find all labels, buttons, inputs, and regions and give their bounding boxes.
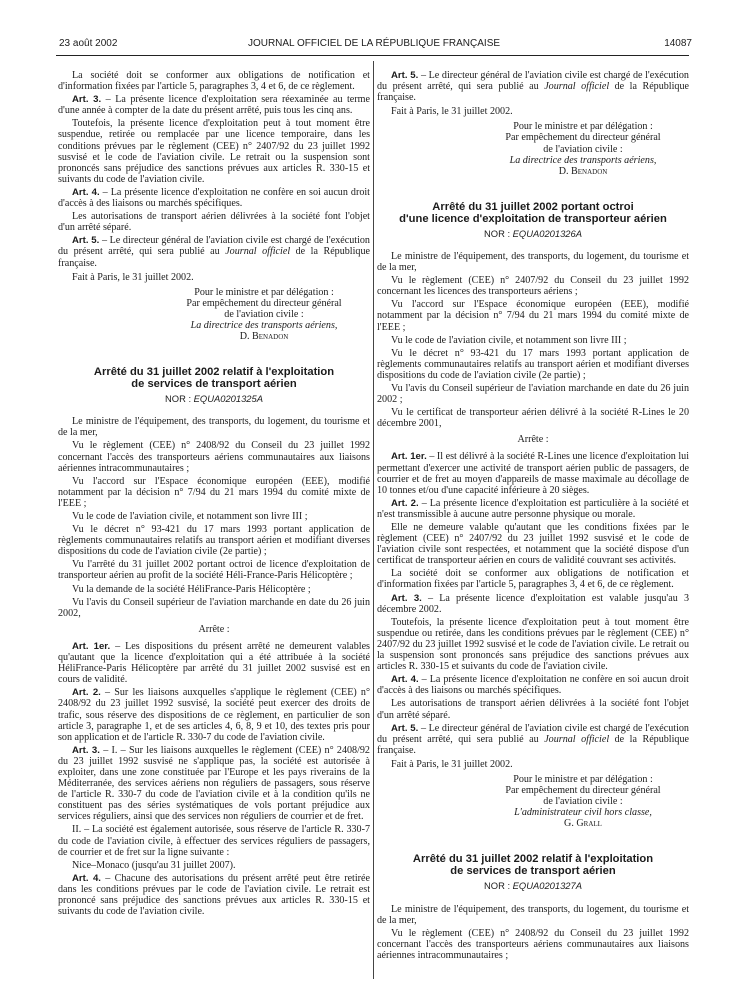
signature-line: de l'aviation civile : [543,796,623,808]
article-text: – Le directeur général de l'aviation civile est chargé de l'exécution du présent arrêté, qui sera publié au [58,235,370,258]
paragraph: Les autorisations de transport aérien délivrées à la société font l'objet d'un arrêté séparé. [58,211,370,234]
article-text: – Sur les liaisons auxquelles s'applique le règlement (CEE) n° 2408/92 du 23 juillet 1992 susvisé, la société peut exercer des droits de trafic, sous réserve des dispositions de ce règlement, en particulier de son article 3, paragraphe 1, et de ses articles 4, 6, 8, 9 et 10, des textes pris pour son application et de l'article R. 330-7 du code de l'aviation civile. [58,687,370,743]
article-text: – Le directeur général de l'aviation civile est chargé de l'exécution du présent arrêté, qui sera publié au [377,722,689,745]
article-3 [58,745,370,823]
article-5 [377,723,689,756]
left-column [58,70,370,975]
paragraph: La société doit se conformer aux obligations de notification et d'information fixées par l'article 5, paragraphes 3, 4 et 6, de ce règlement. [377,568,689,591]
article-label: Art. 5. [391,722,419,734]
article-text: – La présente licence d'exploitation est valable jusqu'au 3 décembre 2002. [377,592,689,615]
article-text: – La présente licence d'exploitation ne confère en soi aucun droit d'accès à des liaisons ou marchés spécifiques. [58,186,370,210]
header-page-number: 14087 [664,38,692,49]
paragraph: II. – La société est également autorisée, sous réserve de l'article R. 330-7 du code de l'aviation civile, à effectuer des services réguliers de passagers, de courrier et de fret sur la ligne suivante : [58,824,370,858]
paragraph: Vu l'arrêté du 31 juillet 2002 portant octroi de licence d'exploitation de transporteur aérien au profit de la société Héli-France-Paris Hélicoptère ; [58,559,370,582]
paragraph: Toutefois, la présente licence d'exploitation peut à tout moment être suspendue, retirée ou remplacée par une licence temporaire, dans les conditions prévues par le règlement (CEE) n° 2407/92 du 23 juillet 1992 susvisé et le code de l'aviation civile. Le retrait ou la suspension sont prononcés sans préjudice des sanctions prévues aux articles R. 330-15 et suivants du code de l'aviation civile. [58,118,370,185]
article-text: – Le directeur général de l'aviation civile est chargé de l'exécution du présent arrêté, qui sera publié au [377,70,689,93]
article-label: Art. 3. [72,94,102,106]
decree-title-line: Arrêté du 31 juillet 2002 relatif à l'exploitation [93,366,335,379]
signature-line: Pour le ministre et par délégation : [513,121,653,133]
article-text: – La présente licence d'exploitation sera réexaminée au terme d'une année à compter de la date du présent arrêté, puis tous les cinq ans. [58,94,370,117]
paragraph: Vu l'accord sur l'Espace économique européen (EEE), modifié notamment par la décision n° 7/94 du 21 mars 1994 du comité mixte de l'EEE ; [58,475,370,509]
article-4 [58,187,370,209]
article-text: de la République française. [58,246,370,269]
article-label: Art. 4. [391,674,419,686]
signatory-name: D. Benadon [239,331,289,343]
article-label: Art. 5. [391,70,419,81]
article-label: Art. 2. [72,687,101,699]
signature-block [477,774,689,829]
article-text: de la République française. [377,733,689,756]
arrete-heading: Arrête : [517,434,549,446]
signature-date: Fait à Paris, le 31 juillet 2002. [391,106,513,118]
paragraph: La société doit se conformer aux obligations de notification et d'information fixées par l'article 5, paragraphes 3, 4 et 6, de ce règlement. [58,70,370,93]
column-divider [373,61,374,979]
paragraph: Vu l'avis du Conseil supérieur de l'aviation marchande en date du 26 juin 2002, [58,596,370,619]
signature-line: Pour le ministre et par délégation : [513,773,653,785]
article-text: – La présente licence d'exploitation est particulière à la société et n'est transmissible à aucune autre personne physique ou morale. [377,497,689,520]
article-label: Art. 1er. [391,451,427,463]
paragraph: Vu l'accord sur l'Espace économique européen (EEE), modifié notamment par la décision n° 7/94 du 21 mars 1994 du comité mixte de l'EEE ; [377,299,689,333]
nor-label: NOR : [165,393,194,405]
nor-reference [58,393,370,404]
signature-block [158,287,370,342]
paragraph: Toutefois, la présente licence d'exploitation peut à tout moment être suspendue ou retirée, dans les conditions prévues par le règlement (CEE) n° 2407/92 du 23 juillet 1992 susvisé et le code de l'aviation civile. Le retrait ou la suspension sont prononcés sans préjudice des sanctions prévues aux articles R. 330-15 et suivants du code de l'aviation civile. [377,616,689,673]
signature-line: Par empêchement du directeur général [186,297,342,309]
nor-reference [377,880,689,891]
signature-date: Fait à Paris, le 31 juillet 2002. [391,758,513,770]
decree-title-line: Arrêté du 31 juillet 2002 portant octroi [432,200,634,213]
right-column [377,70,689,975]
paragraph: Vu le règlement (CEE) n° 2408/92 du Conseil du 23 juillet 1992 concernant l'accès des transporteurs aériens communautaires aux liaisons aériennes intracommunautaires ; [377,927,689,961]
signature-line: Par empêchement du directeur général [505,785,661,797]
article-4 [377,674,689,696]
paragraph: Vu le code de l'aviation civile, et notamment son livre III ; [72,511,308,522]
article-1 [58,641,370,685]
article-3 [377,593,689,615]
signatory-role: La directrice des transports aériens, [190,319,338,331]
decree-title-line: d'une licence d'exploitation de transporteur aérien [399,212,667,225]
paragraph: Vu l'avis du Conseil supérieur de l'aviation marchande en date du 26 juin 2002 ; [377,382,689,406]
paragraph: Vu le règlement (CEE) n° 2407/92 du Conseil du 23 juillet 1992 concernant les licences des transporteurs aériens ; [377,275,689,298]
article-text: – I. – Sur les liaisons auxquelles le règlement (CEE) n° 2408/92 du 23 juillet 1992 susvisé ne s'applique pas, la société est autorisée à exploiter, dans une zone constituée par l'Europe et les pays riverains de la Méditerranée, des services aériens non réguliers de passagers, sous réserve de l'article R. 330-7 du code de l'aviation civile et à la condition qu'ils ne constituent pas des séries systématiques de vols portant préjudice aux services réguliers, ainsi que des services non réguliers de courrier et de fret. [58,744,370,823]
nor-code: EQUA0201325A [193,393,263,405]
signature-line: Pour le ministre et par délégation : [194,286,334,298]
article-2 [377,498,689,520]
signatory-role: La directrice des transports aériens, [509,154,657,166]
article-4 [58,873,370,917]
nor-code: EQUA0201326A [512,227,582,239]
nor-label: NOR : [484,880,513,892]
paragraph: Vu le certificat de transporteur aérien délivré à la société R-Lines le 20 décembre 2001, [377,407,689,430]
nor-reference [377,228,689,239]
article-label: Art. 1er. [72,640,111,652]
signature-line: de l'aviation civile : [224,308,304,320]
signatory-name: D. Benadon [558,165,608,177]
article-text: – La présente licence d'exploitation ne confère en soi aucun droit d'accès à des liaisons ou marchés spécifiques. [377,674,689,697]
journal-officiel-ref: Journal officiel [544,733,610,745]
article-label: Art. 3. [72,744,100,756]
paragraph: Vu le décret n° 93-421 du 17 mars 1993 portant application de règlements communautaires relatifs au transport aérien et modifiant diverses dispositions du code de l'aviation civile (2e partie) ; [58,524,370,558]
paragraph: Vu le règlement (CEE) n° 2408/92 du Conseil du 23 juillet 1992 concernant l'accès des transporteurs aériens communautaires aux liaisons aériennes intracommunautaires ; [58,440,370,474]
decree-heading [377,201,689,239]
nor-label: NOR : [484,227,513,239]
article-label: Art. 4. [72,872,101,884]
decree-heading [377,853,689,891]
decree-heading [58,366,370,404]
paragraph: Le ministre de l'équipement, des transports, du logement, du tourisme et de la mer, [377,250,689,274]
paragraph: Le ministre de l'équipement, des transports, du logement, du tourisme et de la mer, [377,903,689,926]
article-text: de la République française. [377,81,689,104]
paragraph: Le ministre de l'équipement, des transports, du logement, du tourisme et de la mer, [58,416,370,439]
article-label: Art. 2. [391,497,419,509]
article-label: Art. 3. [391,592,422,604]
journal-officiel-ref: Journal officiel [544,81,610,93]
signatory-role: L'administrateur civil hors classe, [514,807,652,819]
article-5 [377,70,689,103]
paragraph: Vu la demande de la société HéliFrance-Paris Hélicoptère ; [72,583,311,595]
header-rule [56,55,689,56]
arrete-heading: Arrête : [198,623,230,635]
article-label: Art. 4. [72,186,100,198]
article-text: – Chacune des autorisations du présent arrêté peut être retirée dans les conditions prévues par le code de l'aviation civile. Le retrait est prononcé sans préjudice des sanctions prévues aux articles R. 330-15 et suivants du code de l'aviation civile. [58,872,370,918]
paragraph: Nice–Monaco (jusqu'au 31 juillet 2007). [72,859,236,871]
header-date: 23 août 2002 [59,38,118,49]
signature-line: Par empêchement du directeur général [505,132,661,144]
nor-code: EQUA0201327A [512,880,582,892]
article-label: Art. 5. [72,235,100,247]
paragraph: Les autorisations de transport aérien délivrées à la société font l'objet d'un arrêté séparé. [377,698,689,721]
decree-title-line: de services de transport aérien [131,378,297,391]
article-5 [58,235,370,268]
article-2 [58,687,370,742]
article-3 [58,94,370,116]
paragraph: Elle ne demeure valable qu'autant que les conditions fixées par le règlement (CEE) n° 2407/92 du 23 juillet 1992 susvisé et le code de l'aviation civile sont respectées, et notamment que la société dispose d'un certificat de transporteur aérien en cours de validité couvrant ses activités. [377,522,689,567]
article-text: – Les dispositions du présent arrêté ne demeurent valables qu'autant que la licence d'exploitation qui a été attribuée à la société HéliFrance-Paris Hélicoptère par arrêté du 31 juillet 2002 susvisé est en cours de validité. [58,640,370,686]
journal-officiel-ref: Journal officiel [225,246,291,258]
header-title: JOURNAL OFFICIEL DE LA RÉPUBLIQUE FRANÇAISE [247,38,501,49]
signatory-name: G. Grall [564,818,602,830]
paragraph: Vu le code de l'aviation civile, et notamment son livre III ; [391,334,627,346]
decree-title-line: de services de transport aérien [450,865,616,878]
signature-date: Fait à Paris, le 31 juillet 2002. [72,271,194,283]
signature-block [477,121,689,176]
article-1 [377,451,689,495]
paragraph: Vu le décret n° 93-421 du 17 mars 1993 portant application de règlements communautaires relatifs au transport aérien et modifiant diverses dispositions du code de l'aviation civile (2e partie) ; [377,347,689,381]
decree-title-line: Arrêté du 31 juillet 2002 relatif à l'exploitation [412,853,654,866]
article-text: – Il est délivré à la société R-Lines une licence d'exploitation lui permettant d'exercer une activité de transport aérien public de passagers, de courrier et de fret au moyen d'appareils de masse maximale au décollage de 10 tonnes et/ou d'une capacité inférieure à 20 sièges. [377,451,689,496]
signature-line: de l'aviation civile : [543,143,623,155]
